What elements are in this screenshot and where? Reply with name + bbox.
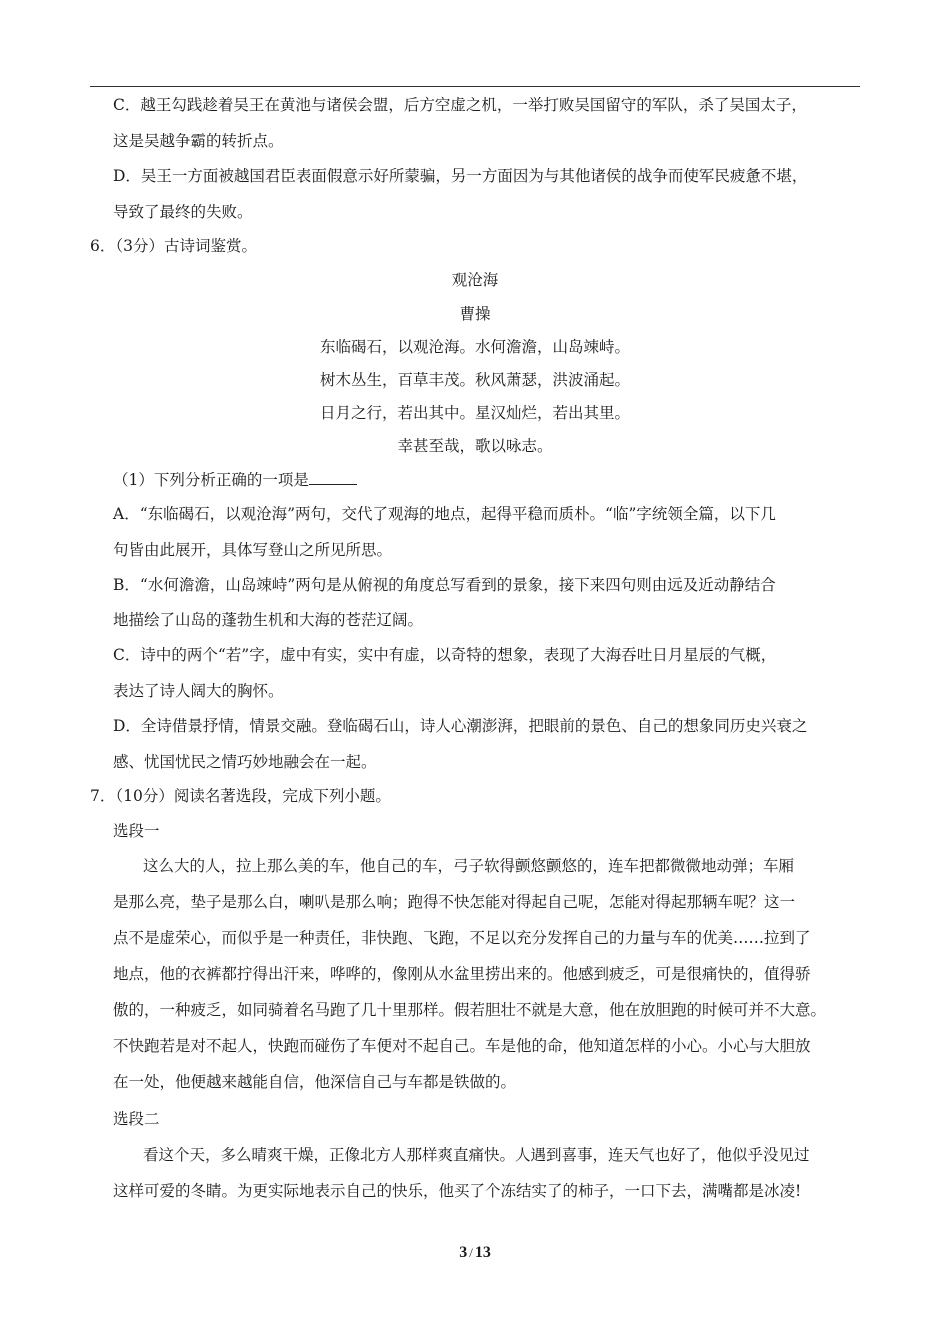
q6-option-c-line2: 表达了诗人阔大的胸怀。: [113, 682, 284, 700]
selection-1-label: 选段一: [113, 822, 160, 840]
header-rule: [90, 86, 860, 87]
page-number: [0, 1244, 950, 1262]
selection-1-line: 在一处，他便越来越能自信，他深信自己与车都是铁做的。: [113, 1073, 517, 1091]
q5-option-c-line2: 这是吴越争霸的转折点。: [113, 132, 284, 150]
page-separator: /: [469, 1245, 473, 1260]
current-page: 3: [459, 1244, 468, 1261]
q6-option-d-line1: D．全诗借景抒情，情景交融。登临碣石山，诗人心潮澎湃，把眼前的景色、自己的想象同历史兴衰之: [113, 717, 808, 735]
poem-title: 观沧海: [451, 271, 499, 289]
q6-option-b-line1: B．“水何澹澹，山岛竦峙”两句是从俯视的角度总写看到的景象，接下来四句则由远及近动静结合: [113, 576, 776, 594]
q6-header: 6．（3分）古诗词鉴赏。: [90, 237, 257, 255]
poem-line-4: 幸甚至哉，歌以咏志。: [397, 437, 553, 455]
selection-1-line: 地点，他的衣裤都拧得出汗来，哗哗的，像刚从水盆里捞出来的。他感到疲乏，可是很痛快的，值得骄: [113, 965, 811, 983]
poem-line-1: 东临碣石，以观沧海。水何澹澹，山岛竦峙。: [319, 338, 630, 356]
selection-2-line: 这样可爱的冬睛。为更实际地表示自己的快乐，他买了个冻结实了的柿子，一口下去，满嘴都是冰凌!: [113, 1182, 802, 1200]
selection-1-line: 是那么亮，垫子是那么白，喇叭是那么响；跑得不快怎能对得起自己呢，怎能对得起那辆车呢？这一: [113, 893, 796, 911]
selection-2-line: 看这个天，多么晴爽干燥，正像北方人那样爽直痛快。人遇到喜事，连天气也好了，他似乎没见过: [143, 1146, 810, 1164]
q6-option-d-line2: 感、忧国忧民之情巧妙地融会在一起。: [113, 753, 377, 771]
q5-option-c-line1: C．越王勾践趁着吴王在黄池与诸侯会盟，后方空虚之机，一举打败吴国留守的军队，杀了吴国太子，: [113, 96, 807, 114]
q6-option-a-line2: 句皆由此展开，具体写登山之所见所思。: [113, 541, 393, 559]
selection-2-label: 选段二: [113, 1110, 160, 1128]
q6-option-c-line1: C．诗中的两个“若”字，虚中有实，实中有虚，以奇特的想象，表现了大海吞吐日月星辰的气概，: [113, 646, 777, 664]
q6-sub1-text: （1）下列分析正确的一项是: [113, 471, 309, 489]
q5-option-d-line2: 导致了最终的失败。: [113, 203, 253, 221]
answer-blank: [309, 470, 357, 485]
q5-option-d-line1: D．吴王一方面被越国君臣表面假意示好所蒙骗，另一方面因为与其他诸侯的战争而使军民疲惫不堪，: [113, 167, 808, 185]
selection-1-line: 点不是虚荣心，而似乎是一种责任，非快跑、飞跑，不足以充分发挥自己的力量与车的优美……拉到了: [113, 929, 811, 947]
q6-sub1: [113, 470, 357, 490]
q6-option-a-line1: A．“东临碣石，以观沧海”两句，交代了观海的地点，起得平稳而质朴。“临”字统领全篇，以下几: [113, 505, 776, 523]
selection-1-line: 傲的，一种疲乏，如同骑着名马跑了几十里那样。假若胆壮不就是大意，他在放胆跑的时候可并不大意。: [113, 1001, 827, 1019]
selection-1-line: 不快跑若是对不起人，快跑而碰伤了车便对不起自己。车是他的命，他知道怎样的小心。小心与大胆放: [113, 1037, 811, 1055]
selection-1-line: 这么大的人，拉上那么美的车，他自己的车，弓子软得颤悠颤悠的，连车把都微微地动弹；车厢: [143, 857, 795, 875]
q7-header: 7．（10分）阅读名著选段，完成下列小题。: [90, 787, 391, 805]
poem-author: 曹操: [459, 305, 491, 323]
total-pages: 13: [474, 1244, 491, 1261]
poem-line-3: 日月之行，若出其中。星汉灿烂，若出其里。: [319, 404, 630, 422]
poem-line-2: 树木丛生，百草丰茂。秋风萧瑟，洪波涌起。: [319, 371, 630, 389]
q6-option-b-line2: 地描绘了山岛的蓬勃生机和大海的苍茫辽阔。: [113, 611, 424, 629]
